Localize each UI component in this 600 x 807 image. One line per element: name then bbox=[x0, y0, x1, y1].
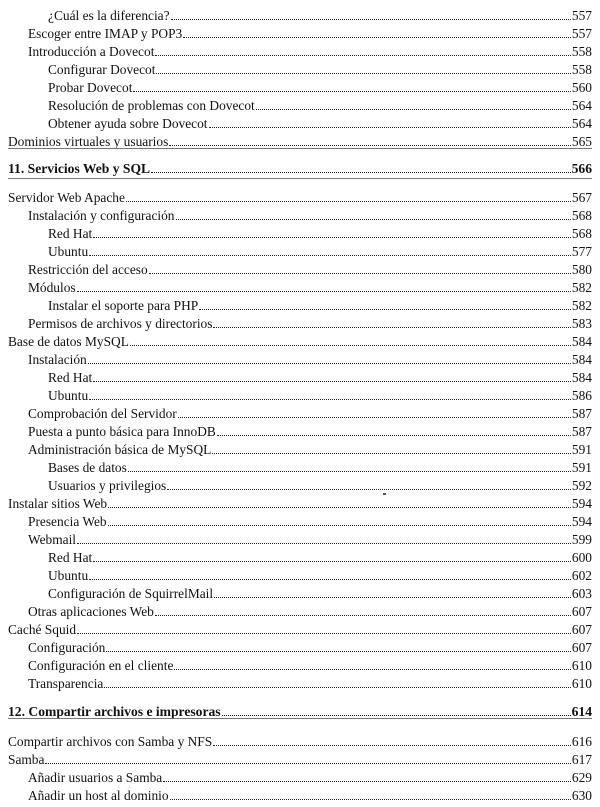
dot-leader bbox=[209, 127, 571, 128]
page-number: 607 bbox=[571, 604, 592, 619]
page-number: 610 bbox=[571, 676, 592, 691]
toc-entry bbox=[28, 24, 592, 42]
entry-title: Base de datos MySQL bbox=[8, 334, 129, 349]
page-number: 599 bbox=[571, 532, 592, 547]
entry-title: Configuración de SquirrelMail bbox=[48, 586, 214, 601]
dot-leader bbox=[93, 561, 571, 562]
toc-entry bbox=[28, 42, 592, 60]
dot-leader bbox=[176, 219, 571, 220]
page-number: 577 bbox=[571, 244, 592, 259]
entry-title: Usuarios y privilegios bbox=[48, 478, 167, 493]
dot-leader bbox=[149, 273, 571, 274]
toc-row[interactable] bbox=[0, 422, 600, 440]
toc-row[interactable] bbox=[0, 96, 600, 114]
toc-row[interactable] bbox=[0, 656, 600, 674]
entry-title: Bases de datos bbox=[48, 460, 127, 475]
entry-title: Configuración en el cliente bbox=[28, 658, 174, 673]
page-number: 583 bbox=[571, 316, 592, 331]
dot-leader bbox=[133, 91, 570, 92]
page-number: 603 bbox=[571, 586, 592, 601]
dot-leader bbox=[45, 763, 570, 764]
entry-title: Restricción del acceso bbox=[28, 262, 148, 277]
entry-title: Otras aplicaciones Web bbox=[28, 604, 154, 619]
toc-row[interactable] bbox=[0, 296, 600, 314]
toc-entry bbox=[48, 584, 592, 602]
dot-leader bbox=[89, 399, 571, 400]
dot-leader bbox=[214, 597, 571, 598]
page-number: 591 bbox=[571, 442, 592, 457]
entry-title: Ubuntu bbox=[48, 568, 89, 583]
page-number: 564 bbox=[571, 116, 592, 131]
dot-leader bbox=[217, 435, 571, 436]
entry-title: Instalar el soporte para PHP bbox=[48, 298, 199, 313]
section-divider bbox=[8, 178, 592, 179]
toc-entry bbox=[8, 620, 592, 638]
dot-leader bbox=[171, 19, 571, 20]
toc-entry bbox=[28, 278, 592, 296]
entry-title: Administración básica de MySQL bbox=[28, 442, 212, 457]
page-number: 630 bbox=[571, 788, 592, 803]
toc-row[interactable] bbox=[0, 78, 600, 96]
toc-entry bbox=[8, 732, 592, 750]
toc-row[interactable] bbox=[0, 602, 600, 620]
toc-entry bbox=[28, 206, 592, 224]
toc-row[interactable] bbox=[0, 278, 600, 296]
toc-entry bbox=[28, 602, 592, 620]
section-divider bbox=[8, 718, 592, 719]
toc-entry bbox=[48, 548, 592, 566]
entry-title: Samba bbox=[8, 752, 45, 767]
toc-row[interactable] bbox=[0, 494, 600, 512]
page-number: 582 bbox=[571, 280, 592, 295]
page-number: 586 bbox=[571, 388, 592, 403]
page-number: 557 bbox=[571, 26, 592, 41]
page-number: 566 bbox=[571, 161, 592, 176]
toc-row[interactable] bbox=[0, 206, 600, 224]
dot-leader bbox=[93, 237, 571, 238]
dot-leader bbox=[213, 745, 571, 746]
page-number: 568 bbox=[571, 226, 592, 241]
entry-title: Ubuntu bbox=[48, 388, 89, 403]
entry-title: Comprobación del Servidor bbox=[28, 406, 177, 421]
toc-entry bbox=[48, 60, 592, 78]
page-number: 558 bbox=[571, 62, 592, 77]
dot-leader bbox=[77, 633, 571, 634]
dot-leader bbox=[256, 109, 571, 110]
page-number: 591 bbox=[571, 460, 592, 475]
page-number: 584 bbox=[571, 352, 592, 367]
dot-leader bbox=[130, 345, 571, 346]
toc-row[interactable] bbox=[0, 566, 600, 584]
toc-row[interactable] bbox=[0, 512, 600, 530]
entry-title: Permisos de archivos y directorios bbox=[28, 316, 213, 331]
chapter-heading[interactable] bbox=[0, 159, 600, 177]
page-number: 594 bbox=[571, 514, 592, 529]
page-number: 602 bbox=[571, 568, 592, 583]
page-number: 616 bbox=[571, 734, 592, 749]
toc-row[interactable] bbox=[0, 530, 600, 548]
dot-leader bbox=[77, 291, 571, 292]
page-number: 594 bbox=[571, 496, 592, 511]
toc-row[interactable] bbox=[0, 332, 600, 350]
entry-title: Configuración bbox=[28, 640, 106, 655]
page-number: 557 bbox=[571, 8, 592, 23]
toc-entry bbox=[28, 638, 592, 656]
toc-row[interactable] bbox=[0, 188, 600, 206]
page-number: 565 bbox=[571, 134, 592, 149]
toc-entry bbox=[48, 566, 592, 584]
toc-entry bbox=[48, 114, 592, 132]
scan-speck bbox=[383, 493, 386, 495]
page-number: 584 bbox=[571, 334, 592, 349]
toc-row[interactable] bbox=[0, 24, 600, 42]
dot-leader bbox=[108, 525, 571, 526]
dot-leader bbox=[155, 55, 570, 56]
dot-leader bbox=[199, 309, 571, 310]
toc-row[interactable] bbox=[0, 786, 600, 804]
page-number: 582 bbox=[571, 298, 592, 313]
dot-leader bbox=[77, 543, 571, 544]
toc-row[interactable] bbox=[0, 404, 600, 422]
dot-leader bbox=[156, 73, 570, 74]
entry-title: Configurar Dovecot bbox=[48, 62, 156, 77]
page-number: 607 bbox=[571, 640, 592, 655]
toc-row[interactable] bbox=[0, 476, 600, 494]
toc-row[interactable] bbox=[0, 768, 600, 786]
toc-row[interactable] bbox=[0, 242, 600, 260]
dot-leader bbox=[93, 381, 571, 382]
toc-entry bbox=[28, 674, 592, 692]
toc-entry bbox=[8, 332, 592, 350]
entry-title: 12. Compartir archivos e impresoras bbox=[8, 704, 221, 719]
entry-title: Instalación y configuración bbox=[28, 208, 175, 223]
dot-leader bbox=[178, 417, 571, 418]
entry-title: Ubuntu bbox=[48, 244, 89, 259]
toc-row[interactable] bbox=[0, 548, 600, 566]
dot-leader bbox=[163, 781, 571, 782]
page-number: 600 bbox=[571, 550, 592, 565]
toc-entry bbox=[28, 786, 592, 804]
page-number: 567 bbox=[571, 190, 592, 205]
dot-leader bbox=[88, 363, 571, 364]
entry-title: Dominios virtuales y usuarios bbox=[8, 134, 169, 149]
toc-row[interactable] bbox=[0, 314, 600, 332]
dot-leader bbox=[89, 255, 571, 256]
entry-title: Servidor Web Apache bbox=[8, 190, 125, 205]
toc-entry bbox=[28, 512, 592, 530]
toc-row[interactable] bbox=[0, 674, 600, 692]
page-number: 617 bbox=[571, 752, 592, 767]
toc-entry bbox=[28, 350, 592, 368]
toc-entry bbox=[8, 159, 592, 177]
entry-title: Compartir archivos con Samba y NFS bbox=[8, 734, 213, 749]
page-number: 560 bbox=[571, 80, 592, 95]
page-number: 564 bbox=[571, 98, 592, 113]
toc-row[interactable] bbox=[0, 732, 600, 750]
entry-title: Obtener ayuda sobre Dovecot bbox=[48, 116, 208, 131]
toc-row[interactable] bbox=[0, 620, 600, 638]
toc-row[interactable] bbox=[0, 6, 600, 24]
entry-title: Instalar sitios Web bbox=[8, 496, 108, 511]
entry-title: Escoger entre IMAP y POP3 bbox=[28, 26, 183, 41]
toc-row[interactable] bbox=[0, 386, 600, 404]
toc-entry bbox=[48, 458, 592, 476]
toc-entry bbox=[28, 768, 592, 786]
toc-row[interactable] bbox=[0, 60, 600, 78]
page-number: 607 bbox=[571, 622, 592, 637]
page-number: 610 bbox=[571, 658, 592, 673]
page-number: 580 bbox=[571, 262, 592, 277]
toc-entry bbox=[28, 440, 592, 458]
entry-title: Puesta a punto básica para InnoDB bbox=[28, 424, 216, 439]
page-number: 629 bbox=[571, 770, 592, 785]
toc-entry bbox=[28, 260, 592, 278]
dot-leader bbox=[170, 799, 571, 800]
entry-title: 11. Servicios Web y SQL bbox=[8, 161, 151, 176]
toc-row[interactable] bbox=[0, 584, 600, 602]
toc-entry bbox=[48, 386, 592, 404]
toc-entry bbox=[8, 494, 592, 512]
entry-title: Red Hat bbox=[48, 226, 93, 241]
toc-row[interactable] bbox=[0, 350, 600, 368]
page-number: 587 bbox=[571, 406, 592, 421]
entry-title: Probar Dovecot bbox=[48, 80, 133, 95]
toc-row[interactable] bbox=[0, 458, 600, 476]
toc-entry bbox=[28, 422, 592, 440]
dot-leader bbox=[222, 715, 571, 716]
entry-title: Presencia Web bbox=[28, 514, 107, 529]
entry-title: Añadir un host al dominio bbox=[28, 788, 169, 803]
page-number: 592 bbox=[571, 478, 592, 493]
dot-leader bbox=[104, 687, 571, 688]
entry-title: Introducción a Dovecot bbox=[28, 44, 155, 59]
toc-row[interactable] bbox=[0, 750, 600, 768]
toc-entry bbox=[48, 78, 592, 96]
page-number: 568 bbox=[571, 208, 592, 223]
toc-entry bbox=[48, 296, 592, 314]
entry-title: Red Hat bbox=[48, 550, 93, 565]
entry-title: Instalación bbox=[28, 352, 87, 367]
toc-entry bbox=[48, 224, 592, 242]
entry-title: Webmail bbox=[28, 532, 77, 547]
toc-entry bbox=[28, 656, 592, 674]
dot-leader bbox=[155, 615, 571, 616]
page-number: 584 bbox=[571, 370, 592, 385]
toc-entry bbox=[48, 368, 592, 386]
toc-entry bbox=[48, 242, 592, 260]
entry-title: Añadir usuarios a Samba bbox=[28, 770, 163, 785]
toc-row[interactable] bbox=[0, 638, 600, 656]
dot-leader bbox=[89, 579, 571, 580]
toc-entry bbox=[28, 404, 592, 422]
toc-row[interactable] bbox=[0, 368, 600, 386]
dot-leader bbox=[212, 453, 571, 454]
toc-row[interactable] bbox=[0, 260, 600, 278]
dot-leader bbox=[126, 201, 571, 202]
dot-leader bbox=[151, 172, 570, 173]
dot-leader bbox=[128, 471, 571, 472]
dot-leader bbox=[108, 507, 571, 508]
entry-title: Resolución de problemas con Dovecot bbox=[48, 98, 255, 113]
toc-row[interactable] bbox=[0, 224, 600, 242]
page-number: 587 bbox=[571, 424, 592, 439]
dot-leader bbox=[213, 327, 570, 328]
dot-leader bbox=[183, 37, 571, 38]
entry-title: Red Hat bbox=[48, 370, 93, 385]
toc-entry bbox=[48, 6, 592, 24]
toc-entry bbox=[48, 96, 592, 114]
toc-entry bbox=[8, 750, 592, 768]
page-number: 614 bbox=[571, 704, 592, 719]
toc-entry bbox=[48, 476, 592, 494]
entry-title: Caché Squid bbox=[8, 622, 77, 637]
dot-leader bbox=[106, 651, 571, 652]
toc-entry bbox=[28, 314, 592, 332]
toc-row[interactable] bbox=[0, 440, 600, 458]
toc-row[interactable] bbox=[0, 114, 600, 132]
dot-leader bbox=[167, 489, 571, 490]
toc-entry bbox=[28, 530, 592, 548]
dot-leader bbox=[169, 145, 571, 146]
entry-title: ¿Cuál es la diferencia? bbox=[48, 8, 170, 23]
toc-entry bbox=[8, 188, 592, 206]
entry-title: Módulos bbox=[28, 280, 76, 295]
section-divider bbox=[8, 148, 592, 149]
toc-row[interactable] bbox=[0, 42, 600, 60]
page-number: 558 bbox=[571, 44, 592, 59]
entry-title: Transparencia bbox=[28, 676, 104, 691]
dot-leader bbox=[174, 669, 571, 670]
